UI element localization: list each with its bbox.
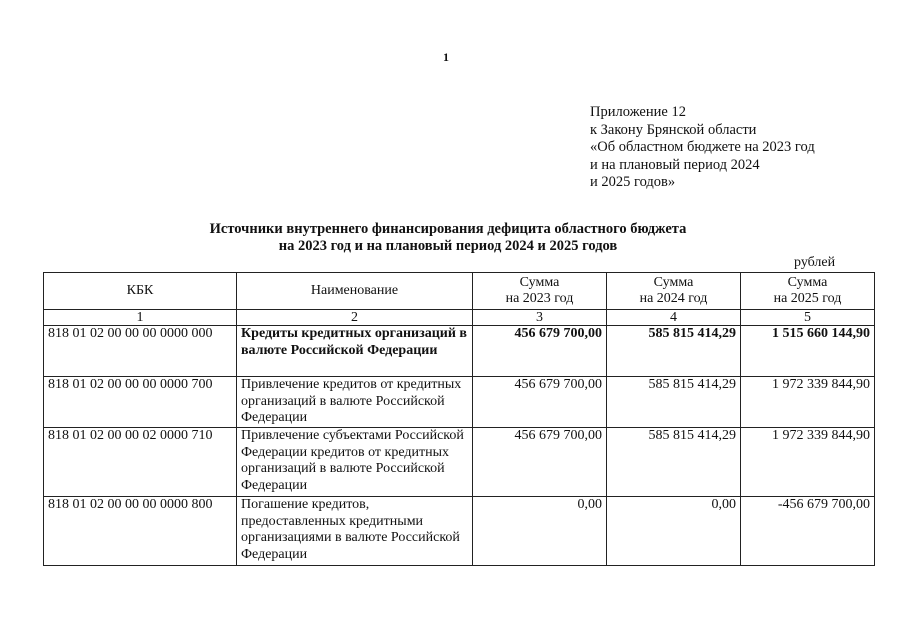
header-sum-2024: [607, 273, 741, 310]
kbk-cell: 818 01 02 00 00 02 0000 710: [44, 428, 237, 497]
table-row: [44, 377, 875, 428]
column-number: 1: [44, 310, 237, 326]
name-cell: Привлечение субъектами Российской Федерации кредитов от кредитных организаций в валюте Российской Федерации: [237, 428, 473, 497]
sum-2025-cell: 1 972 339 844,90: [741, 428, 875, 497]
kbk-cell: 818 01 02 00 00 00 0000 000: [44, 326, 237, 377]
sum-2025-cell: -456 679 700,00: [741, 497, 875, 566]
column-number-row: [44, 310, 875, 326]
sum-2024-cell: 585 815 414,29: [607, 326, 741, 377]
sum-2023-cell: 456 679 700,00: [473, 326, 607, 377]
table-row: [44, 497, 875, 566]
column-number: 4: [607, 310, 741, 326]
table-row: [44, 326, 875, 377]
sum-2023-cell: 456 679 700,00: [473, 377, 607, 428]
appendix-line: к Закону Брянской области: [590, 121, 757, 138]
header-text: на 2023 год: [505, 291, 574, 306]
header-kbk: КБК: [44, 273, 237, 310]
sum-2024-cell: 585 815 414,29: [607, 428, 741, 497]
header-text: Сумма: [787, 274, 828, 290]
financing-sources-table: [43, 272, 875, 566]
appendix-line: и на плановый период 2024: [590, 156, 760, 173]
title-line: Источники внутреннего финансирования дефицита областного бюджета: [209, 221, 687, 237]
sum-2025-cell: 1 515 660 144,90: [741, 326, 875, 377]
header-sum-2023: [473, 273, 607, 310]
sum-2023-cell: 456 679 700,00: [473, 428, 607, 497]
kbk-cell: 818 01 02 00 00 00 0000 700: [44, 377, 237, 428]
column-number: 5: [741, 310, 875, 326]
sum-2024-cell: 0,00: [607, 497, 741, 566]
table-header-row: [44, 273, 875, 310]
name-cell: Кредиты кредитных организаций в валюте Российской Федерации: [237, 326, 473, 377]
header-text: на 2024 год: [639, 291, 708, 306]
name-cell: Привлечение кредитов от кредитных организаций в валюте Российской Федерации: [237, 377, 473, 428]
units-label: рублей: [794, 255, 836, 270]
header-sum-2025: [741, 273, 875, 310]
column-number: 2: [237, 310, 473, 326]
appendix-line: Приложение 12: [590, 104, 686, 120]
appendix-line: и 2025 годов»: [590, 174, 676, 190]
sum-2024-cell: 585 815 414,29: [607, 377, 741, 428]
sum-2025-cell: 1 972 339 844,90: [741, 377, 875, 428]
sum-2023-cell: 0,00: [473, 497, 607, 566]
appendix-reference: [590, 104, 815, 192]
header-text: на 2025 год: [773, 291, 842, 306]
title-line: на 2023 год и на плановый период 2024 и 2025 годов: [278, 238, 618, 254]
name-cell: Погашение кредитов, предоставленных кредитными организациями в валюте Российской Федерации: [237, 497, 473, 566]
table-row: [44, 428, 875, 497]
appendix-line: «Об областном бюджете на 2023 год: [590, 139, 815, 155]
header-text: Сумма: [653, 274, 694, 290]
column-number: 3: [473, 310, 607, 326]
page-number: 1: [443, 50, 449, 64]
header-name: Наименование: [237, 273, 473, 310]
kbk-cell: 818 01 02 00 00 00 0000 800: [44, 497, 237, 566]
header-text: Сумма: [519, 274, 560, 290]
document-title: [150, 221, 746, 255]
